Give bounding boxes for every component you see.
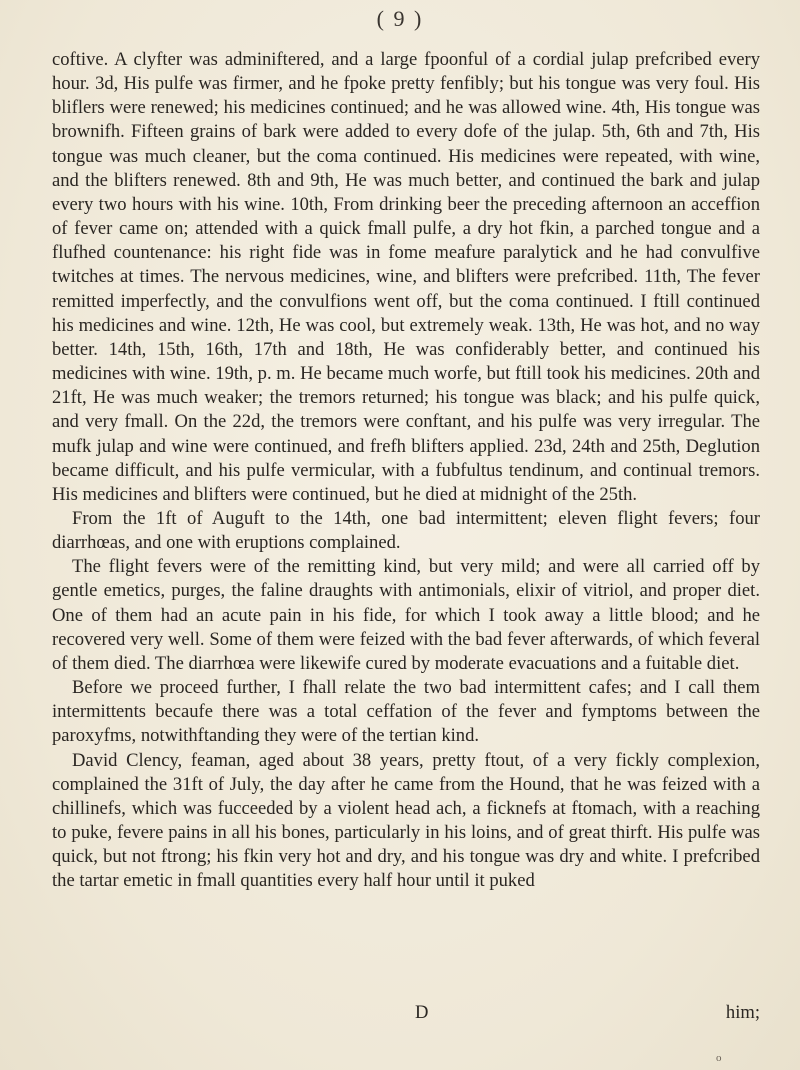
page-footer xyxy=(52,1002,760,1028)
paragraph-case-continuation: coftive. A clyfter was adminiftered, and a large fpoonful of a cordial julap prefcribed every hour. 3d, His pulfe was firmer, and he fpoke pretty fenfibly; but his tongue was very foul. His bliflers were renewed; his medicines continued; and he was allowed wine. 4th, His tongue was brownifh. Fifteen grains of bark were added to every dofe of the julap. 5th, 6th and 7th, His tongue was much cleaner, but the coma continued. His medicines were repeated, with wine, and the blifters renewed. 8th and 9th, He was much better, and continued the bark and julap every two hours with his wine. 10th, From drinking beer the preceding afternoon an acceffion of fever came on; attended with a quick fmall pulfe, a dry hot fkin, a parched tongue and a flufhed countenance: his right fide was in fome meafure paralytick and he had convulfive twitches at times. The nervous medicines, wine, and blifters were prefcribed. 11th, The fever remitted imperfectly, and the convulfions went off, but the coma continued. I ftill continued his medicines and wine. 12th, He was cool, but extremely weak. 13th, He was hot, and no way better. 14th, 15th, 16th, 17th and 18th, He was confiderably better, and continued his medicines with wine. 19th, p. m. He became much worfe, but ftill took his medicines. 20th and 21ft, He was much weaker; the tremors returned; his tongue was black; and his pulfe quick, and very fmall. On the 22d, the tremors were conftant, and his pulfe was very irregular. The mufk julap and wine were continued, and frefh blifters applied. 23d, 24th and 25th, Deglution became difficult, and his pulfe vermicular, with a fubfultus tendinum, and continual tremors. His medicines and blifters were continued, but he died at midnight of the 25th. xyxy=(52,49,760,505)
body-text xyxy=(52,48,760,893)
page-number: ( 9 ) xyxy=(376,6,424,31)
corner-mark: o xyxy=(716,1052,722,1064)
paragraph-august-summary: From the 1ft of Auguft to the 14th, one bad intermittent; eleven flight fevers; four diarrhœas, and one with eruptions complained. xyxy=(52,507,760,554)
paragraph-slight-fevers: The flight fevers were of the remitting kind, but very mild; and were all carried off by gentle emetics, purges, the faline draughts with antimonials, elixir of vitriol, and proper diet. One of them had an acute pain in his fide, for which I took away a little blood; and he recovered very well. Some of them were feized with the bad fever afterwards, of which feveral of them died. The diarrhœa were likewife cured by moderate evacuations and a fuitable diet. xyxy=(52,556,760,674)
paragraph-intermittent-intro: Before we proceed further, I fhall relate the two bad intermittent cafes; and I call them intermittents becaufe there was a total ceffation of the fever and fymptoms between the paroxyfms, notwithftanding they were of the tertian kind. xyxy=(52,677,760,747)
signature-mark: D xyxy=(415,1002,429,1023)
catchword: him; xyxy=(725,1002,760,1023)
paragraph-david-clency: David Clency, feaman, aged about 38 years, pretty ftout, of a very fickly complexion, complained the 31ft of July, the day after he came from the Hound, that he was feized with a chillinefs, which was fucceeded by a violent head ach, a ficknefs at ftomach, with a reaching to puke, fevere pains in all his bones, particularly in his loins, and of great thirft. His pulfe was quick, but not ftrong; his fkin very hot and dry, and his tongue was dry and white. I prefcribed the tartar emetic in fmall quantities every half hour until it puked xyxy=(52,749,760,892)
